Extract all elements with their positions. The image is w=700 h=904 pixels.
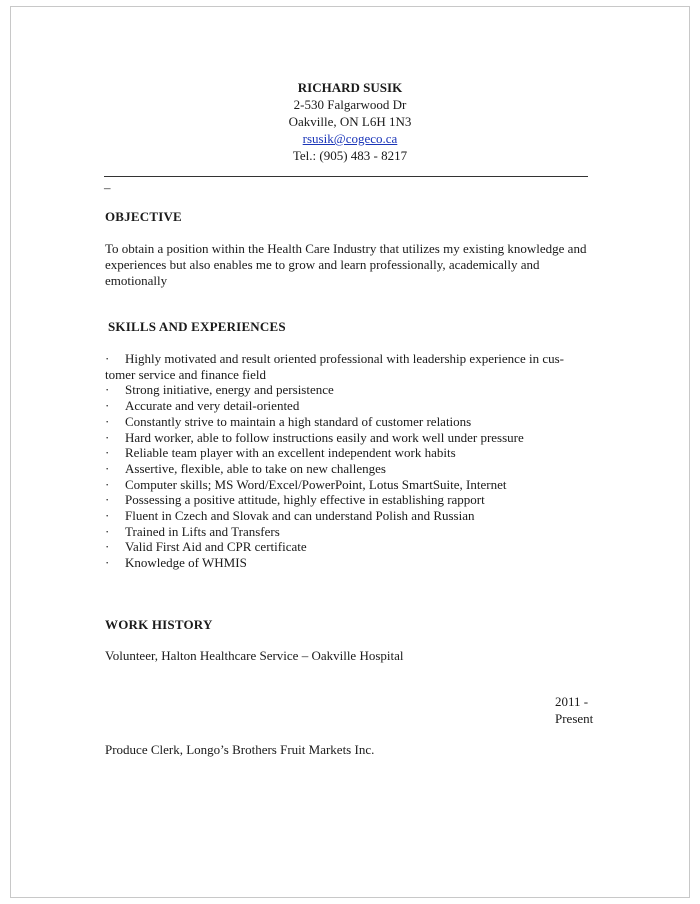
email-link[interactable]: rsusik@cogeco.ca <box>302 131 398 146</box>
job-entry-1: Volunteer, Halton Healthcare Service – Oakville Hospital <box>105 648 404 663</box>
skill-item <box>105 524 595 540</box>
address-line-1: 2-530 Falgarwood Dr <box>293 97 407 112</box>
bullet: · <box>105 492 110 508</box>
skill-text: Hard worker, able to follow instructions easily and work well under pressure <box>125 429 524 445</box>
skill-text: Assertive, flexible, able to take on new challenges <box>125 460 386 476</box>
skill-text: Accurate and very detail-oriented <box>125 398 300 414</box>
bullet: · <box>105 460 110 476</box>
job-1-date-end: Present <box>555 711 594 726</box>
skill-item <box>105 351 595 382</box>
header-divider <box>104 176 588 177</box>
skill-item <box>105 508 595 524</box>
skill-item <box>105 445 595 461</box>
address-line-2: Oakville, ON L6H 1N3 <box>288 114 412 129</box>
job-entry-2: Produce Clerk, Longo’s Brothers Fruit Markets Inc. <box>105 742 375 757</box>
bullet: · <box>105 445 110 461</box>
bullet: · <box>105 539 110 555</box>
bullet: · <box>105 429 110 445</box>
skill-text: Strong initiative, energy and persistence <box>125 382 334 398</box>
skills-list <box>105 351 595 571</box>
bullet: · <box>105 398 110 414</box>
divider-dash: – <box>104 180 111 195</box>
bullet: · <box>105 413 110 429</box>
skill-text: Reliable team player with an excellent independent work habits <box>125 445 456 461</box>
skill-item <box>105 398 595 414</box>
skill-item <box>105 414 595 430</box>
skill-text-line-1: Highly motivated and result oriented professional with leadership experience in cus- <box>125 351 564 366</box>
applicant-name: RICHARD SUSIK <box>297 80 403 95</box>
objective-heading: OBJECTIVE <box>105 209 182 224</box>
skill-item <box>105 539 595 555</box>
bullet: · <box>105 555 110 571</box>
skills-heading: SKILLS AND EXPERIENCES <box>108 319 286 334</box>
bullet: · <box>105 523 110 539</box>
skill-item <box>105 382 595 398</box>
phone-number: Tel.: (905) 483 - 8217 <box>292 148 408 163</box>
skill-text: Fluent in Czech and Slovak and can understand Polish and Russian <box>125 508 475 524</box>
skill-text: Computer skills; MS Word/Excel/PowerPoint, Lotus SmartSuite, Internet <box>125 476 507 492</box>
job-1-date-start: 2011 - <box>555 694 589 709</box>
skill-text: Knowledge of WHMIS <box>125 555 247 571</box>
skill-item <box>105 477 595 493</box>
bullet: · <box>105 508 110 524</box>
objective-text: To obtain a position within the Health Care Industry that utilizes my existing knowledge and experiences but also enables me to grow and learn professionally, academically and emotionally <box>105 241 587 288</box>
skill-text: Possessing a positive attitude, highly effective in establishing rapport <box>125 492 485 508</box>
work-history-heading: WORK HISTORY <box>105 617 213 632</box>
skill-text-line-2: tomer service and finance field <box>105 366 266 382</box>
skill-item <box>105 555 595 571</box>
bullet: · <box>105 351 110 366</box>
bullet: · <box>105 382 110 398</box>
skill-text: Trained in Lifts and Transfers <box>125 523 280 539</box>
bullet: · <box>105 476 110 492</box>
skill-item <box>105 430 595 446</box>
skill-text: Constantly strive to maintain a high standard of customer relations <box>125 413 472 429</box>
skill-text: Valid First Aid and CPR certificate <box>125 539 307 555</box>
skill-item <box>105 492 595 508</box>
contact-header <box>0 79 700 164</box>
skill-item <box>105 461 595 477</box>
